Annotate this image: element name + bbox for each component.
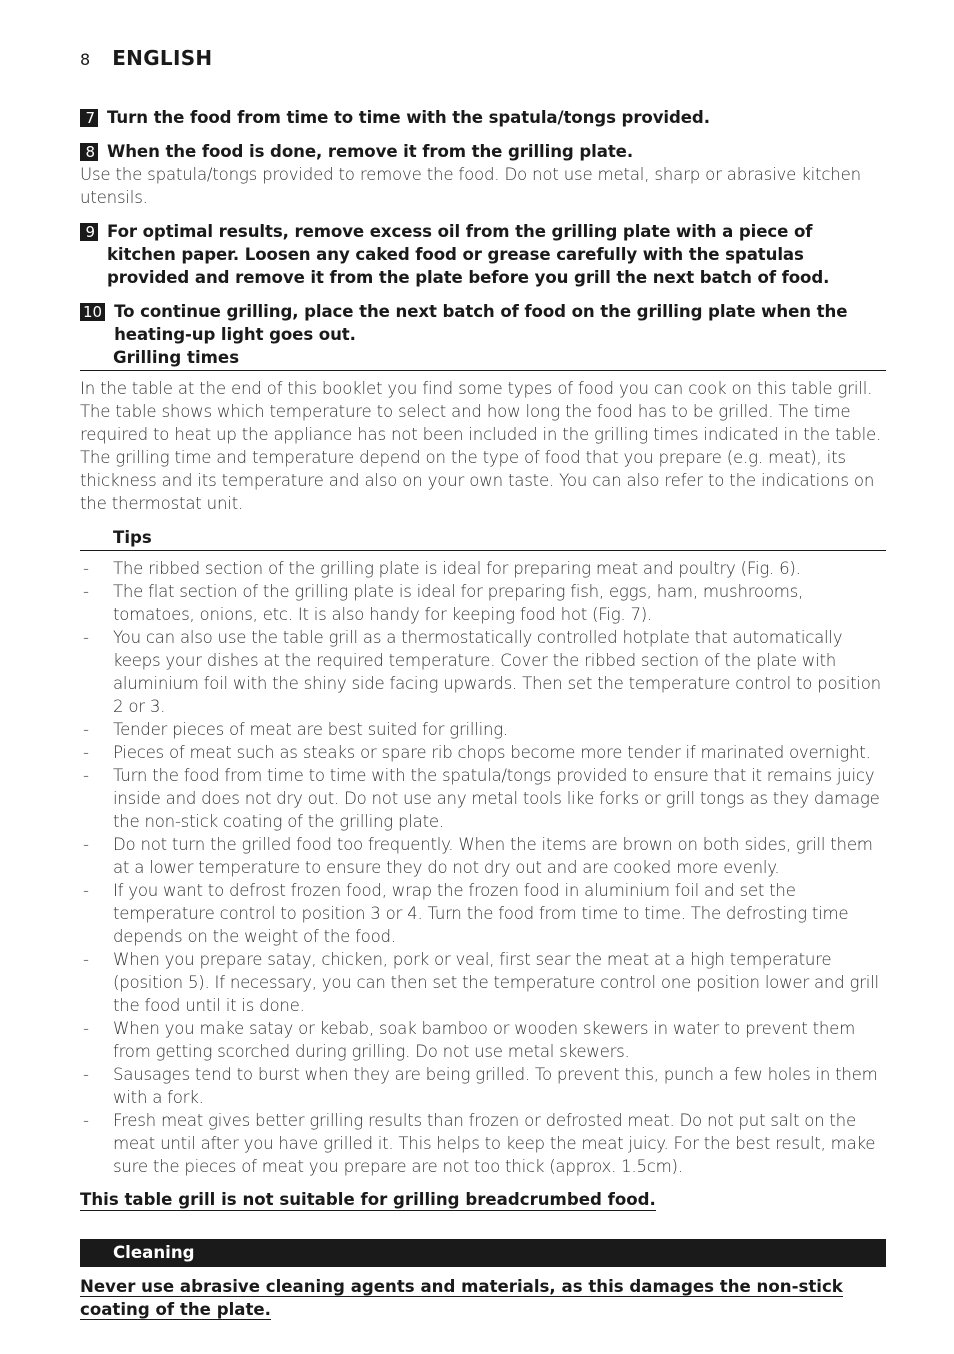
breadcrumb-warning-text: This table grill is not suitable for grilling breadcrumbed food. <box>80 1190 656 1209</box>
step-number-badge: 9 <box>80 223 98 241</box>
cleaning-warning <box>80 1275 860 1321</box>
list-item: - Fresh meat gives better grilling results than frozen or defrosted meat. Do not put salt on the meat until after you have grilled it. This helps to keep the meat juicy. For the best result, make sure the pieces of meat you prepare are not too thick (approx. 1.5cm). <box>83 1111 876 1176</box>
list-item: - The ribbed section of the grilling plate is ideal for preparing meat and poultry (Fig. 6). <box>83 559 801 578</box>
page-header <box>80 46 212 70</box>
page-content <box>80 106 886 1321</box>
grilling-times-text: In the table at the end of this booklet you find some types of food you can cook on this table grill. The table shows which temperature to select and how long the food has to be grilled. The time required to heat up the appliance has not been included in the grilling times indicated in the table. The grilling time and temperature depend on the type of food that you prepare (e.g. meat), its thickness and its temperature and also on your own taste. You can also refer to the indications on the thermostat unit. <box>80 379 882 513</box>
step-8 <box>80 140 886 163</box>
step-number-badge: 10 <box>80 303 105 321</box>
tips-list <box>80 557 886 1178</box>
step-10 <box>80 300 886 346</box>
list-item: - You can also use the table grill as a thermostatically controlled hotplate that automatically keeps your dishes at the required temperature. Cover the ribbed section of the plate with aluminium foil with the shiny side facing upwards. Then set the temperature control to position 2 or 3. <box>83 628 881 716</box>
list-item: - Pieces of meat such as steaks or spare rib chops become more tender if marinated overnight. <box>83 743 871 762</box>
language-heading: ENGLISH <box>112 46 213 70</box>
page-number: 8 <box>80 50 91 69</box>
list-item: - When you make satay or kebab, soak bamboo or wooden skewers in water to prevent them from getting scorched during grilling. Do not use metal skewers. <box>83 1019 856 1061</box>
breadcrumb-warning <box>80 1188 886 1211</box>
step-7 <box>80 106 886 129</box>
step-text: For optimal results, remove excess oil from the grilling plate with a piece of kitchen paper. Loosen any caked food or grease carefully with the spatulas provided and remove it from the plate before you grill the next batch of food. <box>107 222 830 287</box>
cleaning-warning-text: Never use abrasive cleaning agents and materials, as this damages the non-stick coating of the plate. <box>80 1277 843 1319</box>
list-item: - Sausages tend to burst when they are being grilled. To prevent this, punch a few holes in them with a fork. <box>83 1065 878 1107</box>
step-text: When the food is done, remove it from the grilling plate. <box>107 142 634 161</box>
list-item: - When you prepare satay, chicken, pork or veal, first sear the meat at a high temperature (position 5). If necessary, you can then set the temperature control one position lower and grill the food until it is done. <box>83 950 879 1015</box>
list-item: - The flat section of the grilling plate is ideal for preparing fish, eggs, ham, mushrooms, tomatoes, onions, etc. It is also handy for keeping food hot (Fig. 7). <box>83 582 804 624</box>
list-item: - Tender pieces of meat are best suited for grilling. <box>83 720 508 739</box>
step-8-note: Use the spatula/tongs provided to remove the food. Do not use metal, sharp or abrasive kitchen utensils. <box>80 165 861 207</box>
grilling-times-heading: Grilling times <box>80 346 886 371</box>
list-item: - Do not turn the grilled food too frequently. When the items are brown on both sides, grill them at a lower temperature to ensure they do not dry out and are cooked more evenly. <box>83 835 873 877</box>
cleaning-heading: Cleaning <box>80 1239 886 1267</box>
step-number-badge: 8 <box>80 143 98 161</box>
step-text: Turn the food from time to time with the spatula/tongs provided. <box>107 108 710 127</box>
list-item: - Turn the food from time to time with the spatula/tongs provided to ensure that it remains juicy inside and does not dry out. Do not use any metal tools like forks or grill tongs as they damage the non-stick coating of the grilling plate. <box>83 766 880 831</box>
step-text: To continue grilling, place the next batch of food on the grilling plate when the heating-up light goes out. <box>114 302 848 344</box>
tips-heading: Tips <box>80 526 886 551</box>
step-9 <box>80 220 886 289</box>
step-number-badge: 7 <box>80 109 98 127</box>
list-item: - If you want to defrost frozen food, wrap the frozen food in aluminium foil and set the temperature control to position 3 or 4. Turn the food from time to time. The defrosting time depends on the weight of the food. <box>83 881 849 946</box>
